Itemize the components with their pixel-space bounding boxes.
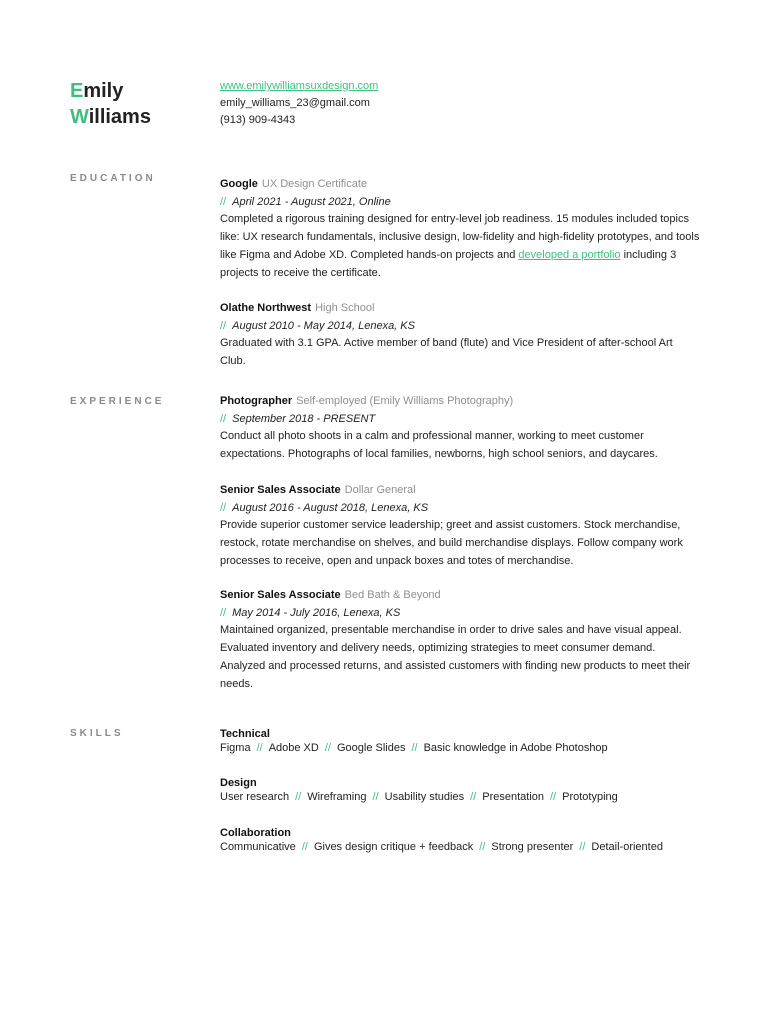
entry-date: // April 2021 - August 2021, Online [220,195,391,208]
entry-date: // May 2014 - July 2016, Lenexa, KS [220,606,401,619]
entry-date: // September 2018 - PRESENT [220,412,376,425]
phone-text: (913) 909-4343 [220,114,296,126]
entry-header: Google UX Design Certificate [220,178,368,190]
skills-group-collaboration: Collaboration Communicative // Gives design critique + feedback // Strong presenter // Detail-oriented [220,826,700,855]
entry-header: Senior Sales Associate Bed Bath & Beyond [220,589,441,601]
entry-description: Graduated with 3.1 GPA. Active member of band (flute) and Vice President of after-school Art Club. [220,337,673,368]
first-name: Emily [70,80,124,102]
section-label-skills: SKILLS [70,728,124,739]
experience-entry [220,393,700,464]
entry-date: // August 2010 - May 2014, Lenexa, KS [220,319,415,332]
skills-list: User research // Wireframing // Usability studies // Presentation // Prototyping [220,791,618,803]
skills-group-design: Design User research // Wireframing // Usability studies // Presentation // Prototyping [220,776,700,805]
candidate-name [70,78,151,130]
entry-description: Completed a rigorous training designed for entry-level job readiness. 15 modules included topics like: UX research fundamentals, inclusive design, low-fidelity and high-fidelity prototypes, and tools like Figma and Adobe XD. Completed hands-on projects and developed a portfolio including 3 projects to receive the certificate. [220,213,700,279]
experience-entry [220,482,700,571]
contact-info [220,78,378,129]
section-label-experience: EXPERIENCE [70,396,165,407]
entry-header: Senior Sales Associate Dollar General [220,484,416,496]
skills-list: Communicative // Gives design critique + feedback // Strong presenter // Detail-oriented [220,841,663,853]
skills-list: Figma // Adobe XD // Google Slides // Basic knowledge in Adobe Photoshop [220,742,608,754]
entry-header: Photographer Self-employed (Emily Williams Photography) [220,395,514,407]
education-entry [220,300,700,371]
portfolio-link[interactable]: developed a portfolio [518,248,621,261]
website-link[interactable]: www.emilywilliamsuxdesign.com [220,80,379,92]
entry-description: Maintained organized, presentable merchandise in order to drive sales and have visual appeal. Evaluated inventory and delivery needs, optimizing strategies to meet consumer demand. Analyzed and processed returns, and assisted customers with finding new products to meet their needs. [220,624,691,690]
entry-description: Conduct all photo shoots in a calm and professional manner, working to meet customer expectations. Photographs of local families, newborns, high school seniors, and daycares. [220,430,658,461]
last-name: Williams [70,106,151,128]
entry-date: // August 2016 - August 2018, Lenexa, KS [220,501,429,514]
entry-header: Olathe Northwest High School [220,302,375,314]
skills-group-technical: Technical Figma // Adobe XD // Google Slides // Basic knowledge in Adobe Photoshop [220,727,700,756]
entry-description: Provide superior customer service leadership; greet and assist customers. Stock merchandise, restock, rotate merchandise on shelves, and build merchandise displays. Follow company work processes to receive, open and unpack boxes and totes of merchandise. [220,519,683,567]
section-label-education: EDUCATION [70,173,156,184]
experience-entry [220,587,700,693]
email-text: emily_williams_23@gmail.com [220,97,370,109]
education-entry [220,176,700,282]
